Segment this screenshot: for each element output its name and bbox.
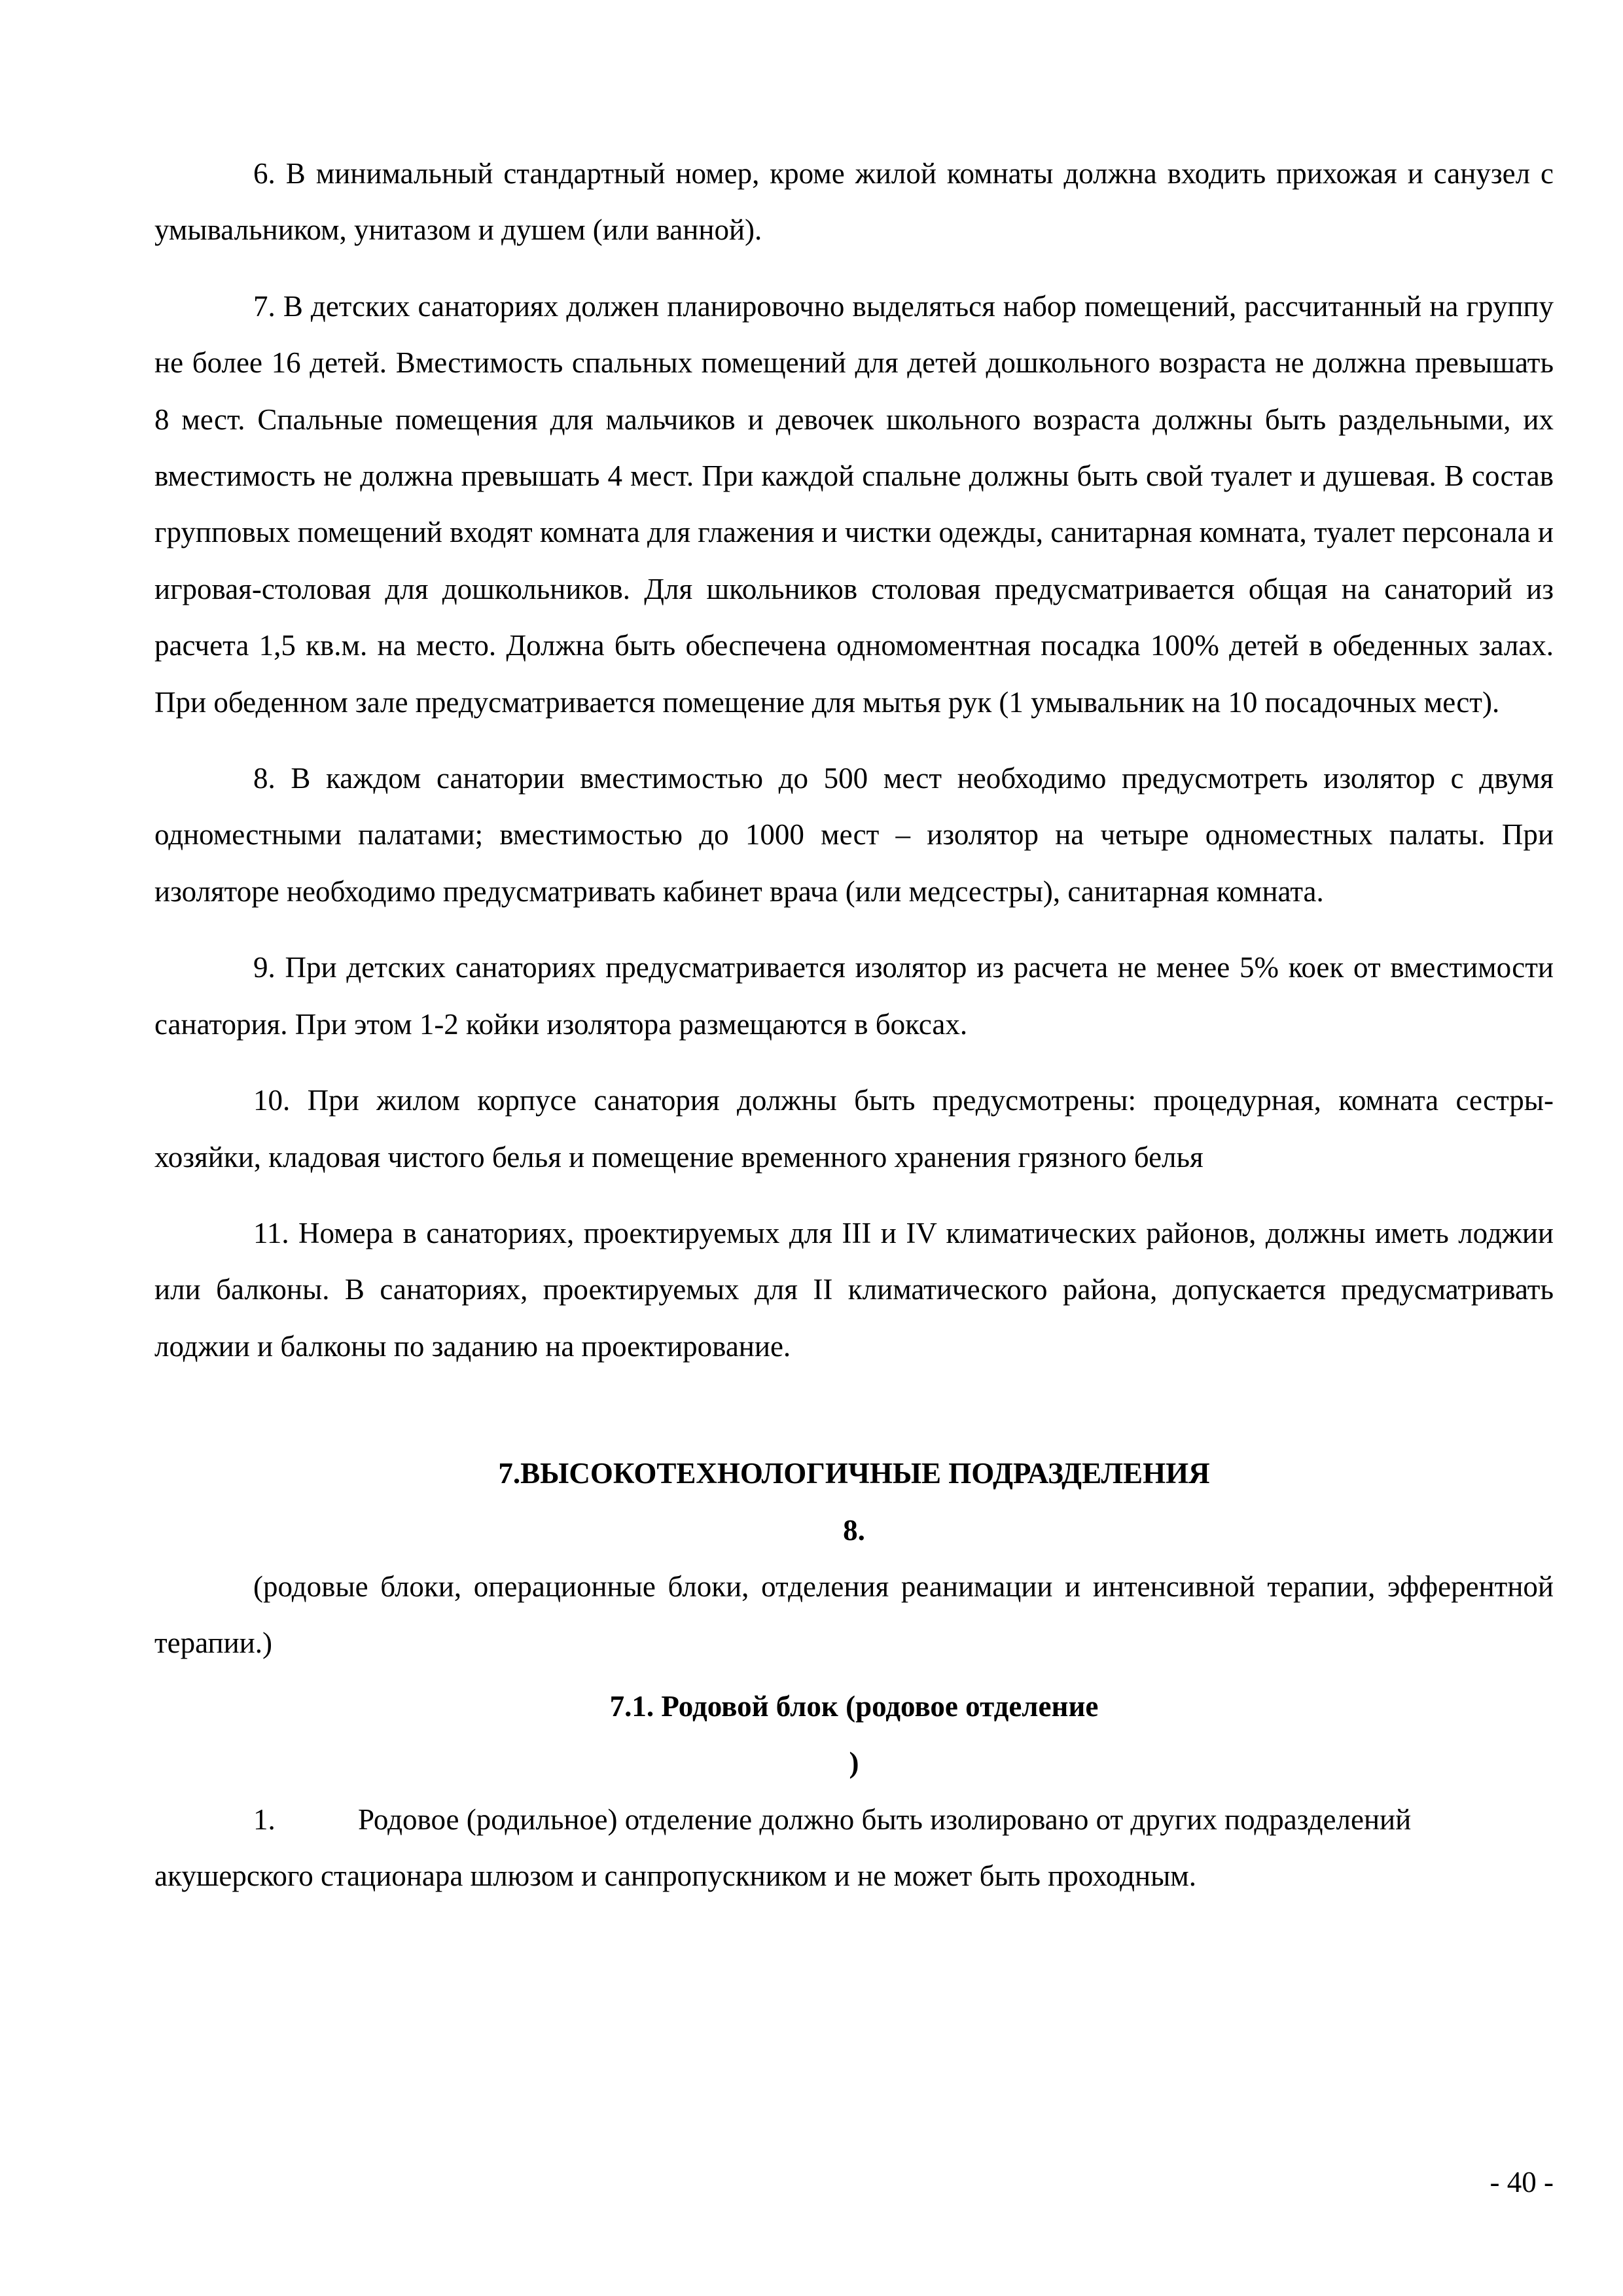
subsection-heading: 7.1. Родовой блок (родовое отделение	[609, 1689, 1099, 1723]
section-heading: 7.ВЫСОКОТЕХНОЛОГИЧНЫЕ ПОДРАЗДЕЛЕНИЯ	[498, 1457, 1210, 1490]
subsection-heading-close: )	[849, 1746, 859, 1780]
paragraph-11: 11. Номера в санаториях, проектируемых для III и IV климатических районов, должны иметь лоджии или балконы. В санаториях, проектируемых для II климатического района, допускается предусматривать лоджии и балконы по заданию на проектирование.	[154, 1216, 1554, 1363]
page-body	[154, 145, 1554, 1904]
section-heading-number: 8.	[843, 1513, 865, 1547]
paragraph-10: 10. При жилом корпусе санатория должны быть предусмотрены: процедурная, комната сестры-хозяйки, кладовая чистого белья и помещение временного хранения грязного белья	[154, 1084, 1554, 1174]
section-description: (родовые блоки, операционные блоки, отделения реанимации и интенсивной терапии, эфферентной терапии.)	[154, 1570, 1554, 1660]
paragraph-9: 9. При детских санаториях предусматривается изолятор из расчета не менее 5% коек от вместимости санатория. При этом 1-2 койки изолятора размещаются в боксах.	[154, 951, 1554, 1041]
list-item-number: 1.	[253, 1803, 276, 1836]
paragraph-7: 7. В детских санаториях должен планировочно выделяться набор помещений, рассчитанный на группу не более 16 детей. Вместимость спальных помещений для детей дошкольного возраста не должна превышать 8 мест. Спальные помещения для мальчиков и девочек школьного возраста должны быть раздельными, их вместимость не должна превышать 4 мест. При каждой спальне должны быть свой туалет и душевая. В состав групповых помещений входят комната для глажения и чистки одежды, санитарная комната, туалет персонала и игровая-столовая для дошкольников. Для школьников столовая предусматривается общая на санаторий из расчета 1,5 кв.м. на место. Должна быть обеспечена одномоментная посадка 100% детей в обеденных залах. При обеденном зале предусматривается помещение для мытья рук (1 умывальник на 10 посадочных мест).	[154, 289, 1554, 719]
page-number: - 40 -	[1489, 2166, 1554, 2198]
paragraph-8: 8. В каждом санатории вместимостью до 500 мест необходимо предусмотреть изолятор с двумя одноместными палатами; вместимостью до 1000 мест – изолятор на четыре одноместных палаты. При изоляторе необходимо предусматривать кабинет врача (или медсестры), санитарная комната.	[154, 762, 1554, 908]
list-item-text: Родовое (родильное) отделение должно быть изолировано от других подразделений	[358, 1803, 1412, 1836]
list-item	[154, 1791, 1554, 1848]
list-item-continuation: акушерского стационара шлюзом и санпропускником и не может быть проходным.	[154, 1859, 1197, 1892]
paragraph-6: 6. В минимальный стандартный номер, кроме жилой комнаты должна входить прихожая и санузел с умывальником, унитазом и душем (или ванной).	[154, 157, 1554, 247]
